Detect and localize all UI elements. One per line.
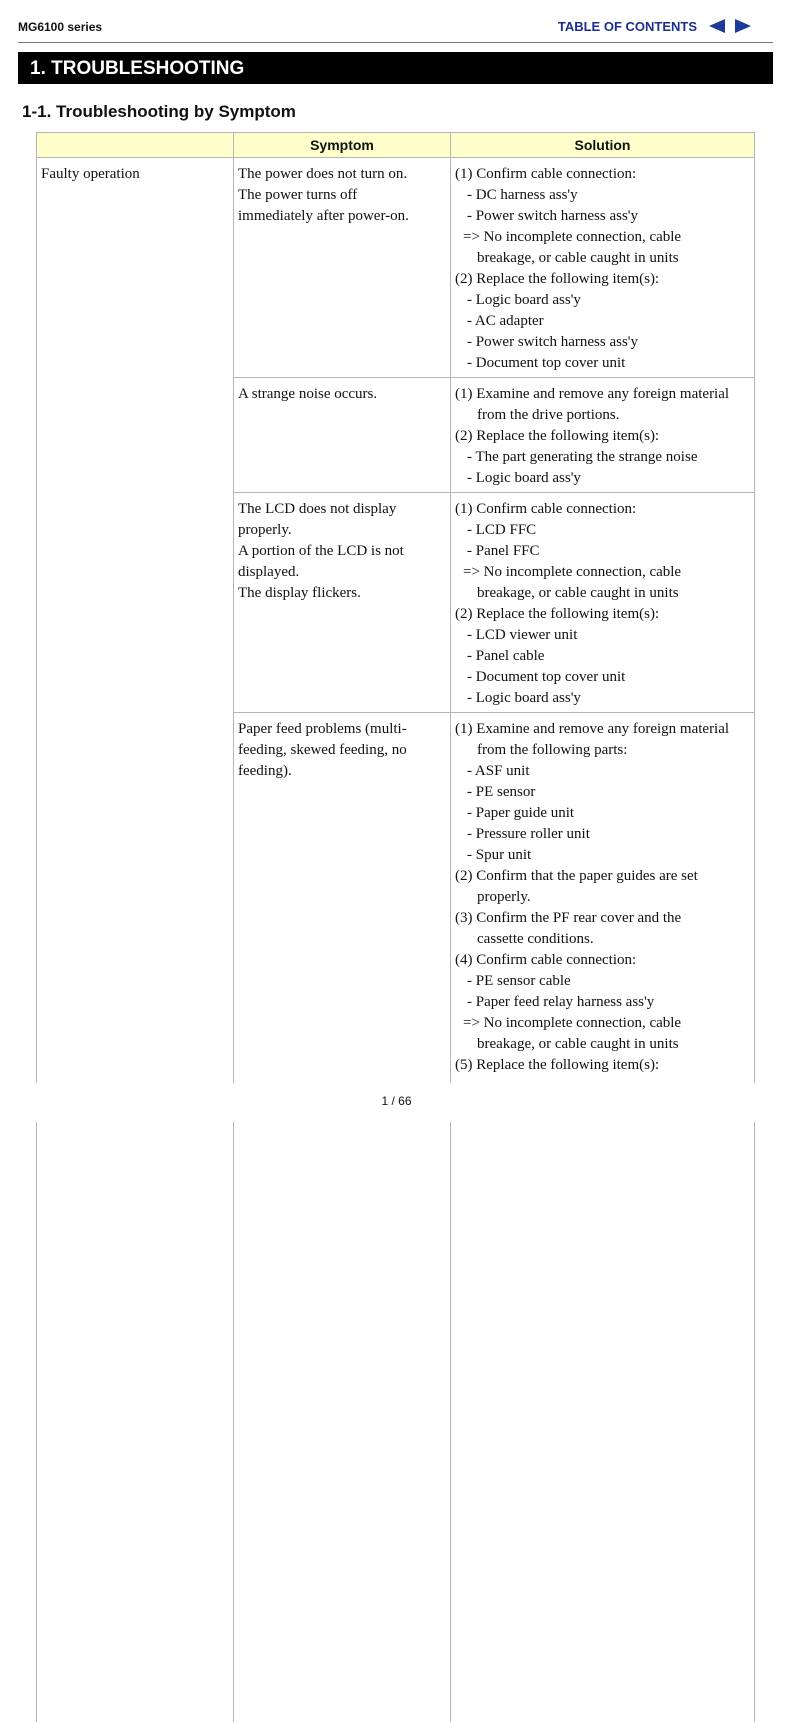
symptom-line: A portion of the LCD is not bbox=[238, 541, 446, 562]
symptom-line: feeding). bbox=[238, 761, 446, 782]
symptom-line: displayed. bbox=[238, 562, 446, 583]
page-header bbox=[18, 14, 773, 43]
solution-cell bbox=[451, 158, 755, 378]
table-body bbox=[37, 158, 755, 1722]
solution-line: (2) Replace the following item(s): bbox=[455, 604, 750, 625]
solution-line: - Power switch harness ass'y bbox=[455, 332, 750, 353]
document-title: MG6100 series bbox=[18, 20, 102, 34]
symptom-line: The LCD does not display bbox=[238, 499, 446, 520]
solution-line: => No incomplete connection, cable bbox=[455, 562, 750, 583]
symptom-line: The power turns off bbox=[238, 185, 446, 206]
solution-line: - Pressure roller unit bbox=[455, 824, 750, 845]
solution-line: - PE sensor bbox=[455, 782, 750, 803]
solution-line: (2) Replace the following item(s): bbox=[455, 269, 750, 290]
symptom-cell bbox=[234, 158, 451, 378]
category-cell: Faulty operation bbox=[37, 158, 234, 1722]
solution-line: - Panel FFC bbox=[455, 541, 750, 562]
solution-line: properly. bbox=[455, 887, 750, 908]
chapter-title: 1. TROUBLESHOOTING bbox=[30, 58, 244, 80]
header-category bbox=[37, 133, 234, 158]
symptom-line: A strange noise occurs. bbox=[238, 384, 446, 405]
solution-line: - DC harness ass'y bbox=[455, 185, 750, 206]
solution-line: - PE sensor cable bbox=[455, 971, 750, 992]
symptom-line: feeding, skewed feeding, no bbox=[238, 740, 446, 761]
symptom-line: Paper feed problems (multi- bbox=[238, 719, 446, 740]
solution-line: from the drive portions. bbox=[455, 405, 750, 426]
solution-line: - Power switch harness ass'y bbox=[455, 206, 750, 227]
solution-line: (1) Examine and remove any foreign material bbox=[455, 384, 750, 405]
solution-line: breakage, or cable caught in units bbox=[455, 583, 750, 604]
symptom-line: immediately after power-on. bbox=[238, 206, 446, 227]
solution-line: - Logic board ass'y bbox=[455, 688, 750, 709]
solution-line: - The part generating the strange noise bbox=[455, 447, 750, 468]
symptom-line: The power does not turn on. bbox=[238, 164, 446, 185]
header-solution: Solution bbox=[451, 133, 755, 158]
solution-line: - LCD viewer unit bbox=[455, 625, 750, 646]
solution-line: - AC adapter bbox=[455, 311, 750, 332]
solution-cell bbox=[451, 713, 755, 1722]
chapter-banner bbox=[18, 52, 773, 84]
solution-cell bbox=[451, 493, 755, 713]
solution-line: (1) Confirm cable connection: bbox=[455, 164, 750, 185]
solution-line: (4) Confirm cable connection: bbox=[455, 950, 750, 971]
solution-line: => No incomplete connection, cable bbox=[455, 1013, 750, 1034]
page-number: 1 / 66 bbox=[0, 1094, 793, 1108]
previous-page-icon[interactable] bbox=[707, 18, 727, 34]
solution-line: - Paper guide unit bbox=[455, 803, 750, 824]
solution-line: - Spur unit bbox=[455, 845, 750, 866]
solution-line: (1) Confirm cable connection: bbox=[455, 499, 750, 520]
solution-line: (2) Replace the following item(s): bbox=[455, 426, 750, 447]
table-of-contents-link[interactable]: TABLE OF CONTENTS bbox=[558, 19, 697, 34]
solution-line: (1) Examine and remove any foreign material bbox=[455, 719, 750, 740]
solution-line: - Paper feed relay harness ass'y bbox=[455, 992, 750, 1013]
symptom-line: The display flickers. bbox=[238, 583, 446, 604]
solution-line: cassette conditions. bbox=[455, 929, 750, 950]
table-header-row bbox=[37, 133, 755, 158]
solution-line: - Document top cover unit bbox=[455, 353, 750, 374]
symptom-line: properly. bbox=[238, 520, 446, 541]
symptom-cell bbox=[234, 713, 451, 1722]
solution-line: from the following parts: bbox=[455, 740, 750, 761]
header-symptom: Symptom bbox=[234, 133, 451, 158]
solution-line: => No incomplete connection, cable bbox=[455, 227, 750, 248]
solution-line: (2) Confirm that the paper guides are set bbox=[455, 866, 750, 887]
solution-line: - ASF unit bbox=[455, 761, 750, 782]
solution-line: - Document top cover unit bbox=[455, 667, 750, 688]
solution-line: - Panel cable bbox=[455, 646, 750, 667]
solution-line: (3) Confirm the PF rear cover and the bbox=[455, 908, 750, 929]
symptom-cell bbox=[234, 378, 451, 493]
solution-line: - Logic board ass'y bbox=[455, 290, 750, 311]
troubleshooting-table bbox=[36, 132, 755, 1722]
solution-line: (5) Replace the following item(s): bbox=[455, 1055, 750, 1076]
solution-line: breakage, or cable caught in units bbox=[455, 1034, 750, 1055]
next-page-icon[interactable] bbox=[733, 18, 753, 34]
solution-line: breakage, or cable caught in units bbox=[455, 248, 750, 269]
section-heading: 1-1. Troubleshooting by Symptom bbox=[22, 102, 296, 122]
solution-line: - LCD FFC bbox=[455, 520, 750, 541]
solution-line: - Logic board ass'y bbox=[455, 468, 750, 489]
solution-cell bbox=[451, 378, 755, 493]
symptom-cell bbox=[234, 493, 451, 713]
table-row bbox=[37, 158, 755, 378]
